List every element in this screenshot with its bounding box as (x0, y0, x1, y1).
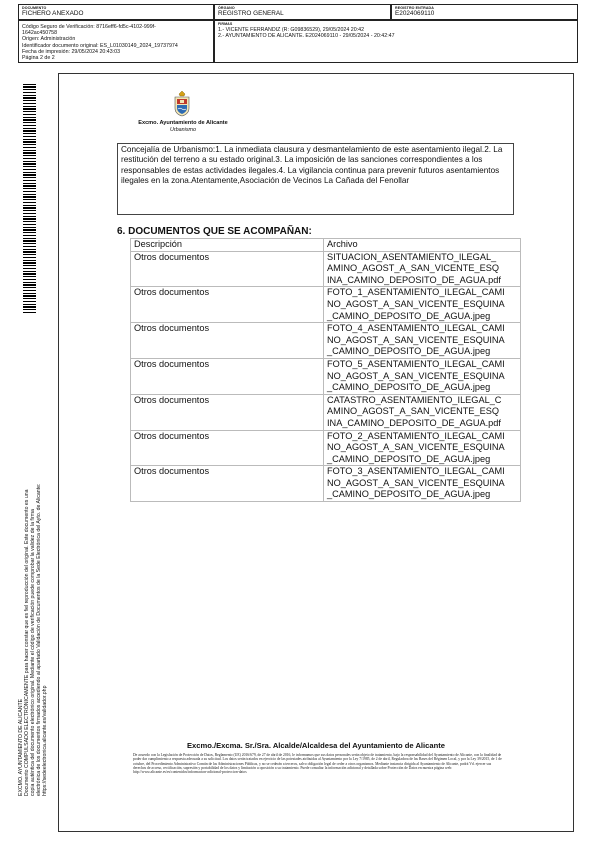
compulsa-vertical-text (18, 436, 48, 796)
table-header-row (131, 239, 521, 252)
meta-line: Página 2 de 2 (22, 55, 55, 62)
firmas-lines (218, 27, 395, 39)
row-description: Otros documentos (131, 251, 324, 287)
row-file: CATASTRO_ASENTAMIENTO_ILEGAL_C AMINO_AGOST_A_SAN_VICENTE_ESQ INA_CAMINO_DEPOSITO_DE_AGUA.pdf (324, 394, 521, 430)
row-description: Otros documentos (131, 358, 324, 394)
row-file: FOTO_4_ASENTAMIENTO_ILEGAL_CAMI NO_AGOST_A_SAN_VICENTE_ESQUINA _CAMINO_DEPOSITO_DE_AGUA.jpeg (324, 323, 521, 359)
org-dept: Urbanismo (169, 127, 197, 133)
row-file: FOTO_3_ASENTAMIENTO_ILEGAL_CAMI NO_AGOST_A_SAN_VICENTE_ESQUINA _CAMINO_DEPOSITO_DE_AGUA.jpeg (324, 466, 521, 502)
compulsa-line: Documento COMPULSADO ELECTRÓNICAMENTE para hacer constar que es fiel reproducción del original. Este documento es una (24, 489, 30, 796)
table-row (131, 323, 521, 359)
row-description: Otros documentos (131, 466, 324, 502)
meta-line: 1642ac450758 (22, 30, 58, 37)
row-file: FOTO_2_ASENTAMIENTO_ILEGAL_CAMI NO_AGOST_A_SAN_VICENTE_ESQUINA _CAMINO_DEPOSITO_DE_AGUA.jpeg (324, 430, 521, 466)
documento-value: FICHERO ANEXADO (22, 10, 84, 17)
barcode (23, 84, 36, 314)
firmas-cell (214, 20, 578, 63)
firma-line: 2.- AYUNTAMIENTO DE ALICANTE. E2024069110 - 29/05/2024 - 20:42:47 (218, 33, 395, 40)
meta-lines (22, 24, 178, 61)
documento-cell (18, 4, 214, 20)
table-body (131, 251, 521, 501)
table-row (131, 287, 521, 323)
documents-table (130, 238, 521, 502)
column-header-descripcion: Descripción (131, 239, 324, 252)
table-row (131, 358, 521, 394)
row-description: Otros documentos (131, 430, 324, 466)
documento-label: DOCUMENTO (22, 6, 47, 10)
meta-line: Origen: Administración (22, 36, 76, 43)
firma-line: 1.- VICENTE FERRANDIZ (R: G09836529), 29/05/2024 20:42 (218, 27, 365, 33)
organo-value: REGISTRO GENERAL (218, 10, 284, 17)
organo-label: ÓRGANO (218, 6, 235, 10)
row-file: FOTO_5_ASENTAMIENTO_ILEGAL_CAMI NO_AGOST_A_SAN_VICENTE_ESQUINA _CAMINO_DEPOSITO_DE_AGUA.jpeg (324, 358, 521, 394)
table-row (131, 466, 521, 502)
table-row (131, 394, 521, 430)
registro-label: REGISTRO ENTRADA (395, 6, 434, 10)
meta-cell (18, 20, 214, 63)
legal-notice: De acuerdo con la Legislación de Protección de Datos, Reglamento (UE) 2016/679, de 27 de abril de 2016, le informamos que sus datos personales serán objeto de tratamiento, bajo la responsabilidad del Ayuntamiento de Alicante, con la finalidad de poder dar cumplimiento a respuesta adecuada a su solicitud. Los datos serán tratados en ejercicio de las potestades atribuidas al Ayuntamiento por la Ley 7/1985, de 2 de abril, Reguladora de las Bases del Régimen Local, y por la Ley 39/2015, de 1 de octubre, del Procedimiento Administrativo Común de las Administraciones Públicas, y no se cederán a terceros, salvo obligación legal de ceder a otros organismos. Mediante instancia dirigida al Ayuntamiento de Alicante, podrá Vd. ejercer sus derechos de acceso, rectificación, supresión y portabilidad de los datos y limitación u oposición a su tratamiento. Puede consultar la información adicional y detallada sobre Protección de Datos en nuestra página web: http://www.alicante.es/es/contenidos/informacion-adicional-proteccion-datos (133, 753, 502, 775)
footer-title: Excmo./Excma. Sr./Sra. Alcalde/Alcaldesa del Ayuntamiento de Alicante (186, 741, 445, 750)
column-header-archivo: Archivo (324, 239, 521, 252)
org-name: Excmo. Ayuntamiento de Alicante (138, 120, 228, 126)
compulsa-line: electrónica de los documentos firmados accediendo al apartado Validación de Documentos de la Sede Electrónica del Ayto. de Alicante: (36, 483, 42, 796)
ayuntamiento-crest-icon (173, 91, 191, 117)
row-description: Otros documentos (131, 394, 324, 430)
meta-line: Código Seguro de Verificación: 8716eff6-fd5c-4102-999f- (22, 24, 156, 30)
registro-value: E2024069110 (395, 10, 435, 17)
compulsa-line: copia auténtica del documento electrónico original. Mediante el código de verificación puede comprobar la validez de la firma (30, 509, 36, 796)
meta-line: Fecha de impresión: 29/05/2024 20:43:03 (22, 48, 121, 55)
table-row (131, 430, 521, 466)
row-file: FOTO_1_ASENTAMIENTO_ILEGAL_CAMI NO_AGOST_A_SAN_VICENTE_ESQUINA _CAMINO_DEPOSITO_DE_AGUA.jpeg (324, 287, 521, 323)
section-title: 6. DOCUMENTOS QUE SE ACOMPAÑAN: (117, 226, 312, 237)
compulsa-line: https://sedeelectronica.alicante.es/validador.php (42, 685, 48, 796)
registro-cell (391, 4, 578, 20)
row-description: Otros documentos (131, 323, 324, 359)
compulsa-line: EXCMO. AYUNTAMIENTO DE ALICANTE (18, 698, 24, 796)
meta-line: Identificador documento original: ES_L01030149_2024_19737974 (22, 42, 178, 49)
firmas-label: FIRMAS (218, 22, 233, 26)
row-description: Otros documentos (131, 287, 324, 323)
table-row (131, 251, 521, 287)
row-file: SITUACION_ASENTAMIENTO_ILEGAL_ AMINO_AGOST_A_SAN_VICENTE_ESQ INA_CAMINO_DEPOSITO_DE_AGUA.pdf (324, 251, 521, 287)
organo-cell (214, 4, 391, 20)
message-box: Concejalía de Urbanismo:1. La inmediata clausura y desmantelamiento de este asentamiento ilegal.2. La restitución del terreno a su estado original.3. La imposición de las sanciones correspondientes a los responsables de estas actividades ilegales.4. La vigilancia continua para prevenir futuros asentamientos ilegales en la zona.Atentamente,Asociación de Vecinos La Cañada del Fenollar (117, 143, 514, 215)
